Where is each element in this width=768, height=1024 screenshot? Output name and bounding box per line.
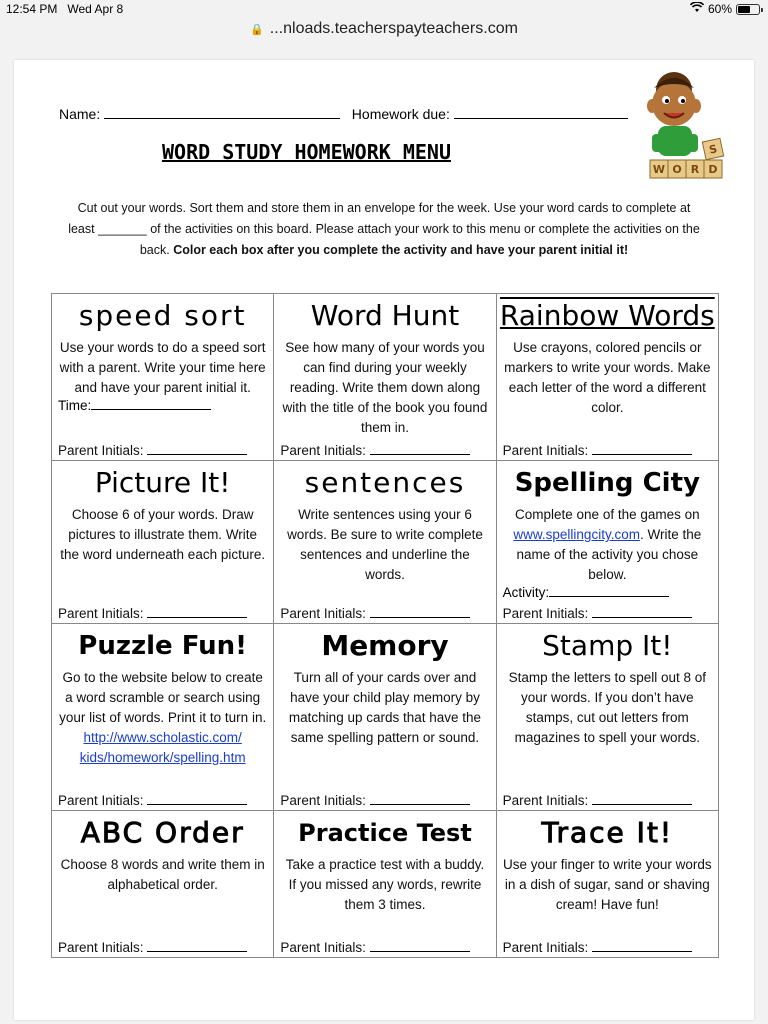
cell-title: speed sort — [78, 299, 247, 332]
cell-title: Word Hunt — [310, 299, 460, 332]
parent-initials: Parent Initials: — [280, 443, 469, 458]
instructions-bold: Color each box after you complete the activity and have your parent initial it! — [173, 243, 629, 257]
homework-due-blank — [454, 105, 628, 119]
cell-link-row — [52, 728, 273, 768]
boy-mascot-icon — [632, 68, 742, 186]
cell-body: See how many of your words you can find during your weekly reading. Write them down along with the title of the book you found them in. — [282, 340, 488, 435]
cell-spelling-city — [496, 461, 718, 624]
worksheet-page — [14, 60, 754, 1020]
cell-body: Choose 8 words and write them in alphabetical order. — [60, 857, 265, 892]
cell-abc-order — [52, 811, 274, 958]
instructions — [64, 198, 704, 261]
status-time: 12:54 PM Wed Apr 8 — [6, 2, 124, 16]
cell-title: Memory — [321, 629, 449, 662]
cell-body: Go to the website below to create a word scramble or search using your list of words. Print it to turn in. — [59, 670, 267, 725]
cell-body: Use crayons, colored pencils or markers to write your words. Make each letter of the word a different color. — [504, 340, 711, 415]
status-bar — [0, 0, 768, 20]
parent-initials: Parent Initials: — [58, 940, 247, 955]
parent-initials: Parent Initials: — [503, 443, 692, 458]
cell-title: Stamp It! — [542, 629, 673, 662]
cell-practice-test — [274, 811, 496, 958]
lock-icon: 🔒 — [250, 24, 264, 36]
battery-percent: 60% — [707, 2, 732, 16]
cell-title: Rainbow Words — [499, 299, 715, 332]
spellingcity-link[interactable]: www.spellingcity.com — [513, 527, 640, 542]
svg-text:S: S — [707, 142, 719, 157]
parent-initials: Parent Initials: — [280, 793, 469, 808]
parent-initials: Parent Initials: — [58, 443, 247, 458]
cell-body: Stamp the letters to spell out 8 of your words. If you don’t have stamps, cut out letters from magazines to spell your words. — [508, 670, 706, 745]
svg-text:R: R — [690, 163, 700, 176]
svg-text:O: O — [672, 163, 682, 176]
scholastic-link[interactable]: http://www.scholastic.com/ kids/homework/spelling.htm — [79, 730, 246, 765]
page-title: WORD STUDY HOMEWORK MENU — [162, 140, 451, 164]
parent-initials: Parent Initials: — [503, 793, 692, 808]
cell-trace-it — [496, 811, 718, 958]
name-row — [59, 105, 628, 122]
parent-initials: Parent Initials: — [503, 606, 692, 621]
instructions-text: Cut out your words. Sort them and store them in an envelope for the week. Use your word cards to complete at least _______ of the activities on this board. Please attach your work to this menu or complete the activities on the back. — [68, 201, 700, 257]
wifi-icon — [690, 2, 704, 16]
cell-sentences — [274, 461, 496, 624]
cell-title: sentences — [304, 466, 466, 499]
time-field: Time: — [52, 398, 273, 413]
cell-body: Use your words to do a speed sort with a parent. Write your time here and have your parent initial it. — [59, 340, 266, 395]
cell-body: Write sentences using your 6 words. Be sure to write complete sentences and underline the words. — [287, 507, 483, 582]
parent-initials: Parent Initials: — [280, 940, 469, 955]
svg-text:D: D — [708, 163, 718, 176]
parent-initials: Parent Initials: — [503, 940, 692, 955]
cell-speed-sort — [52, 294, 274, 461]
cell-body: Use your finger to write your words in a dish of sugar, sand or shaving cream! Have fun! — [503, 857, 712, 912]
battery-icon — [736, 4, 760, 15]
cell-rainbow-words — [496, 294, 718, 461]
cell-title: Trace It! — [541, 816, 674, 849]
cell-memory — [274, 624, 496, 811]
homework-due-label: Homework due: — [351, 106, 450, 122]
cell-stamp-it — [496, 624, 718, 811]
address-bar[interactable] — [0, 20, 768, 42]
parent-initials: Parent Initials: — [58, 606, 247, 621]
cell-title: Practice Test — [298, 819, 472, 847]
url-text: ...nloads.teacherspayteachers.com — [269, 20, 518, 37]
cell-body: Choose 6 of your words. Draw pictures to illustrate them. Write the word underneath each picture. — [60, 507, 266, 562]
cell-title: Spelling City — [514, 468, 700, 498]
cell-title: Puzzle Fun! — [78, 631, 248, 661]
activity-grid — [51, 293, 719, 958]
cell-title: Picture It! — [94, 466, 231, 499]
activity-field: Activity: — [497, 585, 718, 600]
parent-initials: Parent Initials: — [280, 606, 469, 621]
parent-initials: Parent Initials: — [58, 793, 247, 808]
name-label: Name: — [59, 106, 101, 122]
name-blank — [104, 105, 340, 119]
cell-puzzle-fun — [52, 624, 274, 811]
cell-word-hunt — [274, 294, 496, 461]
cell-body: Complete one of the games on www.spellingcity.com. Write the name of the activity you chose below. — [513, 507, 702, 582]
svg-text:W: W — [652, 163, 666, 176]
cell-picture-it — [52, 461, 274, 624]
cell-body: Turn all of your cards over and have your child play memory by matching up cards that have the same spelling pattern or sound. — [288, 670, 482, 745]
cell-title: ABC Order — [80, 816, 245, 849]
status-right — [690, 2, 760, 16]
cell-body: Take a practice test with a buddy. If you missed any words, rewrite them 3 times. — [285, 857, 485, 912]
